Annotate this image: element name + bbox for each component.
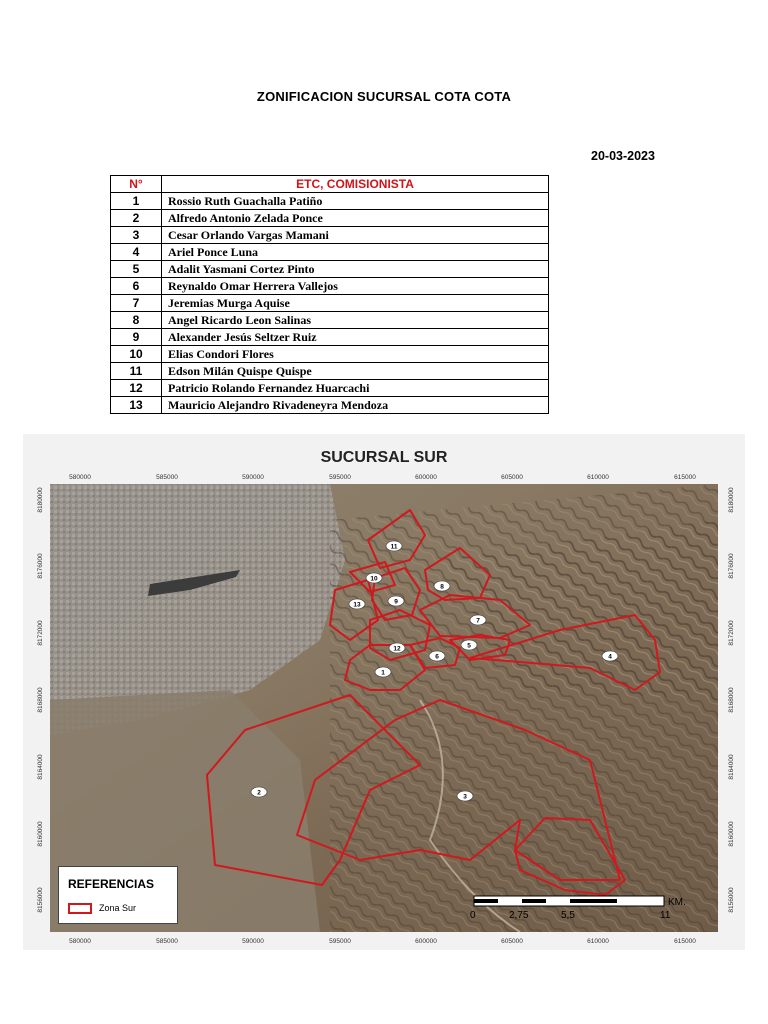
y-ticks-left [37, 487, 44, 913]
zone-marker [251, 787, 267, 797]
agent-name: Patricio Rolando Fernandez Huarcachi [162, 380, 549, 397]
scale-tick-2: 5,5 [561, 910, 575, 921]
row-number: 11 [111, 363, 162, 380]
zone-marker-label: 11 [390, 543, 398, 551]
zone-marker-label: 10 [370, 575, 378, 583]
row-number: 9 [111, 329, 162, 346]
x-tick-top-label: 580000 [69, 474, 91, 481]
agent-name: Mauricio Alejandro Rivadeneyra Mendoza [162, 397, 549, 414]
x-tick-bottom-label: 615000 [674, 938, 696, 945]
agent-name: Alexander Jesús Seltzer Ruiz [162, 329, 549, 346]
x-tick-top-label: 585000 [156, 474, 178, 481]
y-tick-left-label: 8168000 [37, 687, 44, 713]
y-tick-left-label: 8180000 [37, 487, 44, 513]
agent-name: Rossio Ruth Guachalla Patiño [162, 193, 549, 210]
zone-marker [429, 651, 445, 661]
row-number: 12 [111, 380, 162, 397]
zone-marker-label: 8 [440, 583, 444, 591]
y-tick-left-label: 8172000 [37, 620, 44, 646]
x-tick-top-label: 615000 [674, 474, 696, 481]
zone-marker [602, 651, 618, 661]
x-tick-bottom-label: 590000 [242, 938, 264, 945]
x-ticks-top [69, 474, 696, 481]
row-number: 3 [111, 227, 162, 244]
legend-zone-swatch [68, 903, 92, 914]
y-tick-right-label: 8156000 [728, 887, 735, 913]
scale-unit: KM. [668, 897, 686, 908]
agent-name: Ariel Ponce Luna [162, 244, 549, 261]
x-tick-top-label: 590000 [242, 474, 264, 481]
row-number: 1 [111, 193, 162, 210]
agent-name: Reynaldo Omar Herrera Vallejos [162, 278, 549, 295]
x-tick-bottom-label: 595000 [329, 938, 351, 945]
x-tick-bottom-label: 605000 [501, 938, 523, 945]
row-number: 7 [111, 295, 162, 312]
zone-marker [389, 643, 405, 653]
zone-marker-label: 1 [381, 669, 385, 677]
zone-marker [434, 581, 450, 591]
y-tick-right-label: 8176000 [728, 553, 735, 579]
zone-marker-label: 9 [394, 598, 398, 606]
x-tick-top-label: 610000 [587, 474, 609, 481]
zone-marker [470, 615, 486, 625]
x-tick-top-label: 605000 [501, 474, 523, 481]
row-number: 2 [111, 210, 162, 227]
zone-marker [366, 573, 382, 583]
scale-tick-0: 0 [470, 910, 476, 921]
agent-name: Elias Condori Flores [162, 346, 549, 363]
agent-name: Angel Ricardo Leon Salinas [162, 312, 549, 329]
legend-title: REFERENCIAS [68, 877, 155, 891]
x-tick-bottom-label: 580000 [69, 938, 91, 945]
zone-marker-label: 13 [353, 601, 361, 609]
header-agent: ETC, COMISIONISTA [162, 176, 549, 193]
agent-name: Alfredo Antonio Zelada Ponce [162, 210, 549, 227]
y-ticks-right [728, 487, 735, 913]
y-tick-right-label: 8168000 [728, 687, 735, 713]
x-tick-bottom-label: 610000 [587, 938, 609, 945]
y-tick-left-label: 8156000 [37, 887, 44, 913]
agent-name: Edson Milán Quispe Quispe [162, 363, 549, 380]
zone-marker-label: 12 [393, 645, 401, 653]
row-number: 8 [111, 312, 162, 329]
y-tick-left-label: 8160000 [37, 821, 44, 847]
x-tick-bottom-label: 600000 [415, 938, 437, 945]
row-number: 6 [111, 278, 162, 295]
agent-name: Jeremias Murga Aquise [162, 295, 549, 312]
y-tick-left-label: 8164000 [37, 754, 44, 780]
zone-marker-label: 5 [467, 642, 471, 650]
zone-marker-label: 4 [608, 653, 612, 661]
y-tick-right-label: 8180000 [728, 487, 735, 513]
y-tick-right-label: 8160000 [728, 821, 735, 847]
scale-tick-3: 11 [660, 910, 671, 921]
map-title: SUCURSAL SUR [320, 449, 448, 466]
map-legend [58, 866, 178, 924]
row-number: 5 [111, 261, 162, 278]
zone-marker [457, 791, 473, 801]
zone-marker [349, 599, 365, 609]
zone-marker-label: 7 [476, 617, 480, 625]
document-title: ZONIFICACION SUCURSAL COTA COTA [256, 89, 512, 104]
zone-marker [461, 640, 477, 650]
zone-marker-label: 3 [463, 793, 467, 801]
zone-marker-label: 6 [435, 653, 439, 661]
row-number: 10 [111, 346, 162, 363]
document-date: 20-03-2023 [591, 149, 655, 163]
header-number: N° [111, 176, 162, 193]
agent-name: Cesar Orlando Vargas Mamani [162, 227, 549, 244]
zone-marker-label: 2 [257, 789, 261, 797]
y-tick-right-label: 8172000 [728, 620, 735, 646]
x-ticks-bottom [69, 938, 696, 945]
scale-tick-1: 2,75 [509, 910, 529, 921]
zone-marker [375, 667, 391, 677]
legend-zone-label: Zona Sur [99, 903, 137, 913]
x-tick-top-label: 595000 [329, 474, 351, 481]
x-tick-bottom-label: 585000 [156, 938, 178, 945]
row-number: 13 [111, 397, 162, 414]
zone-marker [388, 596, 404, 606]
agent-name: Adalit Yasmani Cortez Pinto [162, 261, 549, 278]
y-tick-left-label: 8176000 [37, 553, 44, 579]
row-number: 4 [111, 244, 162, 261]
satellite-imagery [50, 484, 718, 932]
y-tick-right-label: 8164000 [728, 754, 735, 780]
x-tick-top-label: 600000 [415, 474, 437, 481]
zone-marker [386, 541, 402, 551]
